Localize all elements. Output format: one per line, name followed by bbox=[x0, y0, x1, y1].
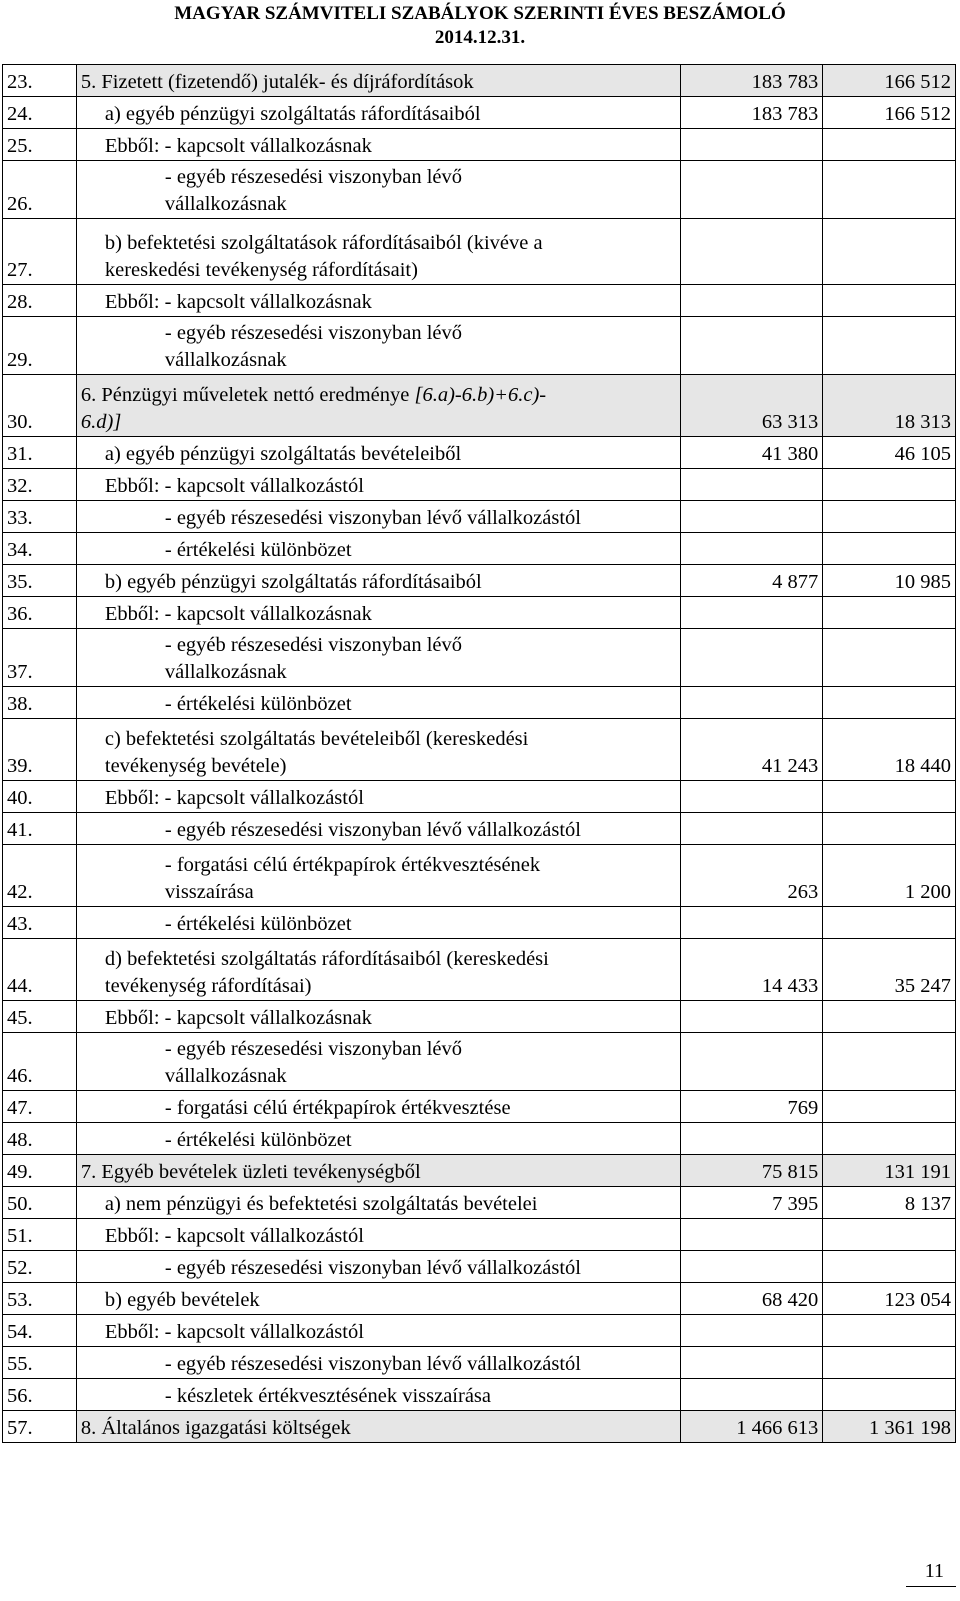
value-2013 bbox=[680, 597, 822, 629]
row-number: 39. bbox=[3, 719, 77, 781]
row-number: 38. bbox=[3, 687, 77, 719]
row-number: 26. bbox=[3, 161, 77, 219]
report-header bbox=[0, 2, 960, 50]
row-number: 46. bbox=[3, 1033, 77, 1091]
table-row bbox=[3, 1347, 956, 1379]
row-label: - értékelési különbözet bbox=[76, 1123, 680, 1155]
value-2014: 10 985 bbox=[823, 565, 956, 597]
table-row bbox=[3, 719, 956, 781]
value-2013: 4 877 bbox=[680, 565, 822, 597]
value-2014: 1 361 198 bbox=[823, 1411, 956, 1443]
table-row bbox=[3, 1187, 956, 1219]
row-label: Ebből: - kapcsolt vállalkozástól bbox=[76, 781, 680, 813]
row-label: Ebből: - kapcsolt vállalkozásnak bbox=[76, 1001, 680, 1033]
value-2014 bbox=[823, 1315, 956, 1347]
value-2014 bbox=[823, 907, 956, 939]
table-row bbox=[3, 1091, 956, 1123]
row-label: - egyéb részesedési viszonyban lévő vállalkozástól bbox=[76, 813, 680, 845]
table-row bbox=[3, 1123, 956, 1155]
value-2013: 1 466 613 bbox=[680, 1411, 822, 1443]
row-number: 24. bbox=[3, 97, 77, 129]
report-title: MAGYAR SZÁMVITELI SZABÁLYOK SZERINTI ÉVES BESZÁMOLÓ bbox=[174, 3, 786, 24]
row-number: 57. bbox=[3, 1411, 77, 1443]
row-label-text: 6. Pénzügyi műveletek nettó eredménye bbox=[80, 384, 415, 406]
table-row bbox=[3, 1379, 956, 1411]
row-number: 42. bbox=[3, 845, 77, 907]
value-2014 bbox=[823, 687, 956, 719]
row-number: 28. bbox=[3, 285, 77, 317]
row-label: - készletek értékvesztésének visszaírása bbox=[76, 1379, 680, 1411]
row-label: - egyéb részesedési viszonyban lévő vállalkozásnak bbox=[76, 161, 680, 219]
value-2014: 18 313 bbox=[823, 375, 956, 437]
table-row bbox=[3, 501, 956, 533]
value-2014 bbox=[823, 597, 956, 629]
value-2014: 8 137 bbox=[823, 1187, 956, 1219]
value-2013 bbox=[680, 1033, 822, 1091]
row-label: - egyéb részesedési viszonyban lévő vállalkozástól bbox=[76, 1251, 680, 1283]
row-label: 5. Fizetett (fizetendő) jutalék- és díjráfordítások bbox=[76, 65, 680, 97]
row-label bbox=[76, 375, 680, 437]
row-label: - értékelési különbözet bbox=[76, 687, 680, 719]
row-number: 56. bbox=[3, 1379, 77, 1411]
value-2014 bbox=[823, 469, 956, 501]
row-label: - egyéb részesedési viszonyban lévő vállalkozásnak bbox=[76, 1033, 680, 1091]
row-label: b) egyéb pénzügyi szolgáltatás ráfordításaiból bbox=[76, 565, 680, 597]
value-2014 bbox=[823, 501, 956, 533]
row-number: 34. bbox=[3, 533, 77, 565]
row-number: 31. bbox=[3, 437, 77, 469]
value-2014 bbox=[823, 285, 956, 317]
value-2013: 14 433 bbox=[680, 939, 822, 1001]
row-number: 30. bbox=[3, 375, 77, 437]
value-2013: 63 313 bbox=[680, 375, 822, 437]
table-row bbox=[3, 219, 956, 285]
row-number: 55. bbox=[3, 1347, 77, 1379]
value-2014 bbox=[823, 1379, 956, 1411]
table-row bbox=[3, 939, 956, 1001]
value-2014 bbox=[823, 813, 956, 845]
table-row bbox=[3, 845, 956, 907]
row-number: 29. bbox=[3, 317, 77, 375]
value-2013: 183 783 bbox=[680, 97, 822, 129]
row-label: - egyéb részesedési viszonyban lévő vállalkozástól bbox=[76, 501, 680, 533]
value-2014 bbox=[823, 629, 956, 687]
row-label: - egyéb részesedési viszonyban lévő vállalkozástól bbox=[76, 1347, 680, 1379]
row-number: 27. bbox=[3, 219, 77, 285]
row-number: 37. bbox=[3, 629, 77, 687]
row-label: Ebből: - kapcsolt vállalkozástól bbox=[76, 1219, 680, 1251]
financial-table bbox=[2, 64, 956, 1443]
row-label: Ebből: - kapcsolt vállalkozásnak bbox=[76, 285, 680, 317]
table-row bbox=[3, 1283, 956, 1315]
value-2013 bbox=[680, 501, 822, 533]
row-label: - egyéb részesedési viszonyban lévő vállalkozásnak bbox=[76, 629, 680, 687]
value-2014 bbox=[823, 219, 956, 285]
value-2013 bbox=[680, 629, 822, 687]
row-label: a) nem pénzügyi és befektetési szolgáltatás bevételei bbox=[76, 1187, 680, 1219]
row-label: c) befektetési szolgáltatás bevételeiből (kereskedési tevékenység bevétele) bbox=[76, 719, 680, 781]
value-2014 bbox=[823, 1123, 956, 1155]
row-label: - értékelési különbözet bbox=[76, 907, 680, 939]
value-2013 bbox=[680, 1315, 822, 1347]
value-2013: 41 380 bbox=[680, 437, 822, 469]
table-row bbox=[3, 285, 956, 317]
value-2013: 263 bbox=[680, 845, 822, 907]
table-row bbox=[3, 565, 956, 597]
value-2013 bbox=[680, 1347, 822, 1379]
value-2014: 166 512 bbox=[823, 65, 956, 97]
table-row bbox=[3, 129, 956, 161]
value-2014: 18 440 bbox=[823, 719, 956, 781]
table-row bbox=[3, 813, 956, 845]
value-2014: 46 105 bbox=[823, 437, 956, 469]
value-2013 bbox=[680, 907, 822, 939]
table-row bbox=[3, 533, 956, 565]
row-number: 32. bbox=[3, 469, 77, 501]
row-number: 36. bbox=[3, 597, 77, 629]
value-2014: 123 054 bbox=[823, 1283, 956, 1315]
value-2013 bbox=[680, 1123, 822, 1155]
row-label: Ebből: - kapcsolt vállalkozástól bbox=[76, 469, 680, 501]
row-label: - forgatási célú értékpapírok értékvesztése bbox=[76, 1091, 680, 1123]
row-number: 45. bbox=[3, 1001, 77, 1033]
row-number: 25. bbox=[3, 129, 77, 161]
value-2013 bbox=[680, 781, 822, 813]
row-label: b) egyéb bevételek bbox=[76, 1283, 680, 1315]
row-number: 47. bbox=[3, 1091, 77, 1123]
value-2014 bbox=[823, 1347, 956, 1379]
row-label: a) egyéb pénzügyi szolgáltatás bevételeiből bbox=[76, 437, 680, 469]
row-number: 23. bbox=[3, 65, 77, 97]
row-number: 53. bbox=[3, 1283, 77, 1315]
table-row bbox=[3, 97, 956, 129]
table-row bbox=[3, 1033, 956, 1091]
table-row bbox=[3, 1411, 956, 1443]
table-row bbox=[3, 1315, 956, 1347]
value-2013: 41 243 bbox=[680, 719, 822, 781]
row-label: - forgatási célú értékpapírok értékvesztésének visszaírása bbox=[76, 845, 680, 907]
table-row bbox=[3, 629, 956, 687]
value-2014: 1 200 bbox=[823, 845, 956, 907]
row-label: a) egyéb pénzügyi szolgáltatás ráfordításaiból bbox=[76, 97, 680, 129]
table-row bbox=[3, 1219, 956, 1251]
value-2013 bbox=[680, 533, 822, 565]
table-row bbox=[3, 1251, 956, 1283]
value-2014 bbox=[823, 781, 956, 813]
row-label-formula: [6.a)-6.b)+6.c)- 6.d)] bbox=[80, 384, 547, 433]
value-2013 bbox=[680, 1001, 822, 1033]
value-2014 bbox=[823, 317, 956, 375]
value-2013 bbox=[680, 1251, 822, 1283]
value-2014 bbox=[823, 1091, 956, 1123]
row-number: 52. bbox=[3, 1251, 77, 1283]
row-label: d) befektetési szolgáltatás ráfordításaiból (kereskedési tevékenység ráfordításai) bbox=[76, 939, 680, 1001]
value-2013 bbox=[680, 161, 822, 219]
row-label: Ebből: - kapcsolt vállalkozástól bbox=[76, 1315, 680, 1347]
row-number: 41. bbox=[3, 813, 77, 845]
row-number: 50. bbox=[3, 1187, 77, 1219]
row-label: Ebből: - kapcsolt vállalkozásnak bbox=[76, 129, 680, 161]
table-row bbox=[3, 597, 956, 629]
value-2014 bbox=[823, 1033, 956, 1091]
table-row bbox=[3, 437, 956, 469]
value-2014: 35 247 bbox=[823, 939, 956, 1001]
value-2014 bbox=[823, 1219, 956, 1251]
value-2013 bbox=[680, 1219, 822, 1251]
row-number: 48. bbox=[3, 1123, 77, 1155]
value-2013 bbox=[680, 317, 822, 375]
row-number: 44. bbox=[3, 939, 77, 1001]
value-2013 bbox=[680, 687, 822, 719]
row-number: 40. bbox=[3, 781, 77, 813]
value-2014 bbox=[823, 161, 956, 219]
value-2013: 769 bbox=[680, 1091, 822, 1123]
value-2013 bbox=[680, 129, 822, 161]
value-2013: 75 815 bbox=[680, 1155, 822, 1187]
table-row bbox=[3, 375, 956, 437]
row-number: 54. bbox=[3, 1315, 77, 1347]
value-2013 bbox=[680, 285, 822, 317]
value-2013: 7 395 bbox=[680, 1187, 822, 1219]
table-row bbox=[3, 65, 956, 97]
row-number: 51. bbox=[3, 1219, 77, 1251]
value-2014: 166 512 bbox=[823, 97, 956, 129]
row-label: - értékelési különbözet bbox=[76, 533, 680, 565]
page-number-rule bbox=[906, 1586, 956, 1587]
table-row bbox=[3, 1155, 956, 1187]
value-2013 bbox=[680, 219, 822, 285]
value-2013 bbox=[680, 813, 822, 845]
table-row bbox=[3, 1001, 956, 1033]
report-date: 2014.12.31. bbox=[434, 27, 526, 48]
value-2014 bbox=[823, 1001, 956, 1033]
row-label: b) befektetési szolgáltatások ráfordításaiból (kivéve a kereskedési tevékenység ráfordításait) bbox=[76, 219, 680, 285]
page-number: 11 bbox=[924, 1560, 944, 1582]
value-2014 bbox=[823, 129, 956, 161]
row-number: 43. bbox=[3, 907, 77, 939]
row-number: 35. bbox=[3, 565, 77, 597]
table-row bbox=[3, 907, 956, 939]
value-2013: 183 783 bbox=[680, 65, 822, 97]
row-label: - egyéb részesedési viszonyban lévő vállalkozásnak bbox=[76, 317, 680, 375]
table-row bbox=[3, 317, 956, 375]
table-row bbox=[3, 781, 956, 813]
row-label: Ebből: - kapcsolt vállalkozásnak bbox=[76, 597, 680, 629]
table-row bbox=[3, 469, 956, 501]
value-2013 bbox=[680, 1379, 822, 1411]
table-body bbox=[3, 65, 956, 1443]
row-label: 8. Általános igazgatási költségek bbox=[76, 1411, 680, 1443]
row-number: 33. bbox=[3, 501, 77, 533]
value-2014: 131 191 bbox=[823, 1155, 956, 1187]
value-2014 bbox=[823, 533, 956, 565]
value-2013 bbox=[680, 469, 822, 501]
value-2014 bbox=[823, 1251, 956, 1283]
table-row bbox=[3, 161, 956, 219]
row-label: 7. Egyéb bevételek üzleti tevékenységből bbox=[76, 1155, 680, 1187]
value-2013: 68 420 bbox=[680, 1283, 822, 1315]
row-number: 49. bbox=[3, 1155, 77, 1187]
table-row bbox=[3, 687, 956, 719]
